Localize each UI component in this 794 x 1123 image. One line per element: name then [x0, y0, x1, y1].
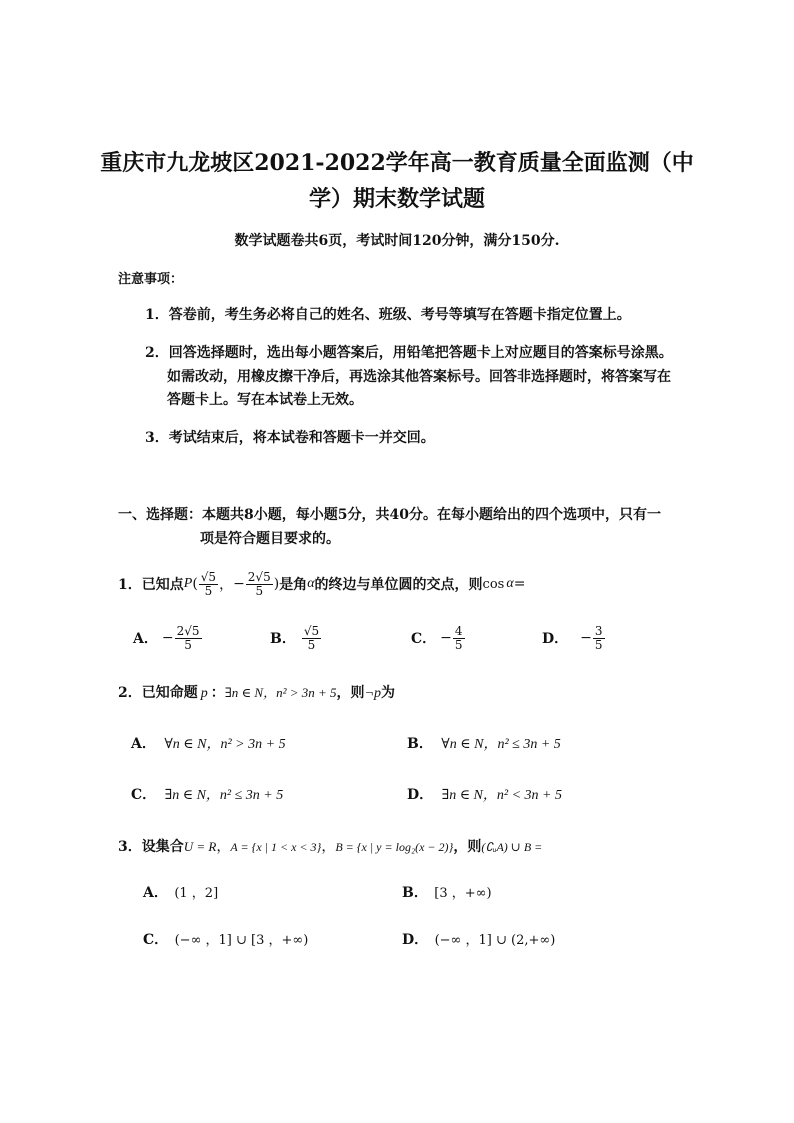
- q1-x-num: √5: [200, 569, 217, 584]
- q3-set-a: A = {x | 1 < x < 3}: [230, 840, 322, 854]
- option-label: D．: [402, 932, 429, 948]
- fraction-denominator: 5: [454, 637, 463, 652]
- exam-info: 数学试题卷共6页，考试时间120分钟，满分150分.: [234, 233, 560, 249]
- q1-option-b[interactable]: [270, 620, 322, 656]
- q1-x-fraction: [199, 571, 218, 598]
- q2-option-a[interactable]: [131, 733, 286, 753]
- section-heading-cont: 项是符合题目要求的。: [200, 531, 340, 547]
- q1-point-p: P: [183, 576, 193, 591]
- q2-number: 2．: [118, 685, 142, 701]
- q2-option-d[interactable]: [407, 784, 562, 804]
- option-label: A．: [131, 736, 156, 752]
- q2-text-post: 为: [381, 685, 395, 701]
- q3-set-b: B = {x | y = log₂(x − 2)}: [335, 840, 454, 854]
- q1-x-den: 5: [204, 583, 213, 598]
- q1-y-fraction: [246, 571, 273, 598]
- q1-option-c[interactable]: [411, 620, 466, 656]
- option-sign: −: [161, 630, 174, 646]
- q2-neg-p: ¬p: [364, 686, 381, 701]
- question-1: [118, 566, 525, 602]
- q2-stem-math: ∃n ∈ N，n² > 3n + 5: [224, 685, 337, 700]
- q2-text-pre: 已知命题: [141, 685, 198, 701]
- section-heading: 一、选择题：本题共8小题，每小题5分，共40分。在每小题给出的四个选项中，只有一: [118, 507, 661, 523]
- q1-comma: ，: [219, 577, 234, 593]
- option-fraction: [453, 625, 465, 652]
- q1-y-den: 5: [255, 583, 264, 598]
- page-title-line1: 重庆市九龙坡区2021-2022学年高一教育质量全面监测（中: [100, 150, 694, 176]
- option-fraction: [175, 625, 202, 652]
- q1-number: 1．: [118, 577, 142, 593]
- option-sign: −: [580, 630, 592, 646]
- option-label: B．: [402, 885, 428, 901]
- option-text: [3 ，+∞): [434, 886, 492, 901]
- option-label: A．: [133, 631, 158, 647]
- note-item-2-cont1: 如需改动，用橡皮擦干净后，再选涂其他答案标号。回答非选择题时，将答案写在: [167, 369, 671, 385]
- q3-number: 3．: [118, 839, 142, 855]
- option-fraction: [593, 625, 605, 652]
- q2-option-c[interactable]: [131, 784, 283, 804]
- fraction-denominator: 5: [594, 637, 603, 652]
- q1-option-a[interactable]: [133, 620, 203, 656]
- q3-option-c[interactable]: [143, 929, 308, 949]
- q2-colon: ：: [210, 685, 225, 701]
- fraction-denominator: 5: [307, 637, 316, 652]
- note-item-3: 3．考试结束后，将本试卷和答题卡一并交回。: [145, 430, 435, 446]
- q3-sep1: ，: [216, 839, 231, 855]
- q2-option-b[interactable]: [407, 733, 561, 753]
- q1-cos: cos: [482, 576, 505, 592]
- question-3: [118, 836, 542, 856]
- q1-option-d[interactable]: [542, 620, 606, 656]
- q1-y-num: 2√5: [247, 569, 271, 584]
- page-title-line2: 学）期末数学试题: [308, 186, 485, 212]
- q1-text-pre: 已知点: [141, 577, 184, 593]
- notes-heading: 注意事项：: [118, 272, 184, 287]
- q3-option-a[interactable]: [143, 882, 218, 902]
- option-fraction: [302, 625, 321, 652]
- option-text: ∃n ∈ N，n² ≤ 3n + 5: [164, 788, 284, 803]
- question-2: [118, 682, 395, 702]
- option-label: C．: [411, 631, 437, 647]
- fraction-denominator: 5: [184, 637, 192, 652]
- q1-text-mid: 是角: [279, 577, 308, 593]
- option-label: D．: [407, 787, 434, 803]
- q1-alpha-2: α: [506, 576, 514, 591]
- q1-neg: −: [233, 576, 245, 592]
- option-label: D．: [542, 631, 569, 647]
- option-label: B．: [270, 631, 296, 647]
- option-text: (−∞ ，1] ∪ (2,+∞): [434, 933, 556, 948]
- option-label: C．: [143, 932, 169, 948]
- fraction-numerator: 3: [594, 623, 603, 638]
- option-text: ∀n ∈ N，n² > 3n + 5: [164, 737, 286, 752]
- q1-lparen: (: [192, 576, 198, 592]
- q3-text-pre: 设集合: [141, 839, 184, 855]
- option-sign: −: [440, 630, 452, 646]
- q1-alpha: α: [307, 576, 315, 591]
- q3-text-mid: ，则: [453, 839, 482, 855]
- fraction-numerator: √5: [303, 623, 320, 638]
- note-item-1: 1．答卷前，考生务必将自己的姓名、班级、考号等填写在答题卡指定位置上。: [145, 307, 631, 323]
- option-text: ∃n ∈ N，n² < 3n + 5: [441, 788, 562, 803]
- q2-text-mid: ，则: [336, 685, 365, 701]
- option-label: C．: [131, 787, 157, 803]
- option-label: A．: [143, 885, 168, 901]
- option-text: (−∞ ，1] ∪ [3 ，+∞): [174, 933, 309, 948]
- note-item-2-cont2: 答题卡上。写在本试卷上无效。: [167, 392, 363, 408]
- q1-equals: =: [513, 576, 526, 592]
- q3-option-d[interactable]: [402, 929, 555, 949]
- option-label: B．: [407, 736, 433, 752]
- q3-expression: (∁ᵤA) ∪ B =: [481, 840, 543, 854]
- q1-rparen: ): [273, 576, 280, 592]
- q3-sep2: ，: [321, 839, 336, 855]
- q3-set-u: U = R: [183, 839, 217, 854]
- q3-option-b[interactable]: [402, 882, 492, 902]
- note-item-2: 2．回答选择题时，选出每小题答案后，用铅笔把答题卡上对应题目的答案标号涂黑。: [145, 345, 673, 361]
- q1-text-post: 的终边与单位圆的交点，则: [314, 577, 483, 593]
- q2-p: p: [200, 686, 208, 701]
- option-text: (1 ，2]: [174, 886, 219, 901]
- fraction-numerator: 4: [454, 623, 463, 638]
- option-text: ∀n ∈ N，n² ≤ 3n + 5: [441, 737, 561, 752]
- fraction-numerator: 2√5: [176, 623, 200, 638]
